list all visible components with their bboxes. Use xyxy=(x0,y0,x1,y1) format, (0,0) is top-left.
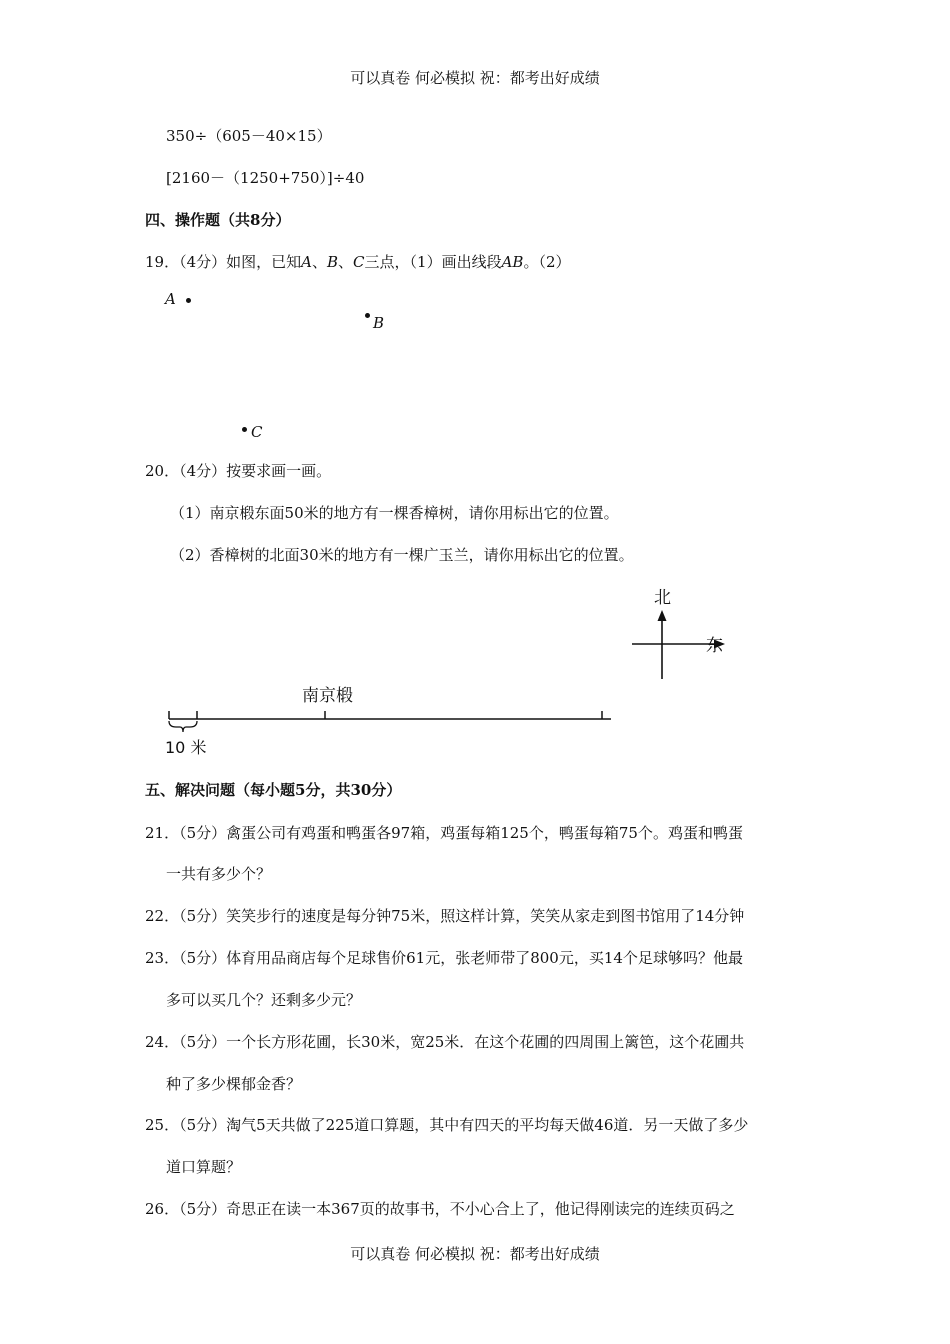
question-20-part-1: （1）南京椴东面50米的地方有一棵香樟树，请你用标出它的位置。 xyxy=(170,504,619,522)
q19-point-b: B xyxy=(327,253,339,271)
page-header: 可以真卷 何必模拟 祝：都考出好成绩 xyxy=(350,69,600,87)
point-a-dot xyxy=(186,298,191,303)
east-label: 东 xyxy=(706,636,723,656)
scale-brace xyxy=(169,721,197,732)
north-label: 北 xyxy=(654,588,671,608)
scale-label: 10 米 xyxy=(165,738,207,757)
q19-text-post: 。（2） xyxy=(523,253,571,271)
calc-expression-1: 350÷（605－40×15） xyxy=(166,127,332,145)
q19-point-c: C xyxy=(353,253,365,271)
page-footer: 可以真卷 何必模拟 祝：都考出好成绩 xyxy=(350,1245,600,1263)
question-20: 20．（4分）按要求画一画。 xyxy=(145,462,332,480)
point-c-label: C xyxy=(251,423,263,441)
distance-line-figure xyxy=(155,680,625,760)
q19-segment-ab: AB xyxy=(501,253,524,271)
q19-sep-2: 、 xyxy=(338,253,354,271)
section-5-title: 五、解决问题（每小题5分，共30分） xyxy=(145,781,402,799)
question-25-cont: 道口算题？ xyxy=(166,1158,242,1176)
north-arrow-icon xyxy=(658,610,667,621)
q19-point-a: A xyxy=(301,253,312,271)
question-20-part-2: （2）香樟树的北面30米的地方有一棵广玉兰，请你用标出它的位置。 xyxy=(170,546,634,564)
calc-expression-2: [2160－（1250+750）]÷40 xyxy=(166,169,365,187)
question-24-cont: 种了多少棵郁金香？ xyxy=(166,1075,302,1093)
question-21-cont: 一共有多少个？ xyxy=(166,865,272,883)
point-b-dot xyxy=(365,313,370,318)
q19-text-pre: 19．（4分）如图，已知 xyxy=(145,253,302,271)
landmark-label: 南京椴 xyxy=(302,686,353,706)
question-19 xyxy=(145,252,570,272)
q19-sep-1: 、 xyxy=(311,253,327,271)
compass-figure xyxy=(620,580,740,690)
question-22: 22．（5分）笑笑步行的速度是每分钟75米，照这样计算，笑笑从家走到图书馆用了14分钟 xyxy=(145,907,745,925)
point-c-dot xyxy=(242,427,247,432)
question-23-cont: 多可以买几个？还剩多少元？ xyxy=(166,991,362,1009)
point-a-label: A xyxy=(165,290,176,308)
section-4-title: 四、操作题（共8分） xyxy=(145,211,291,229)
question-24: 24．（5分）一个长方形花圃，长30米，宽25米．在这个花圃的四周围上篱笆，这个花圃共 xyxy=(145,1033,745,1051)
question-23: 23．（5分）体育用品商店每个足球售价61元，张老师带了800元，买14个足球够吗？他最 xyxy=(145,949,743,967)
question-25: 25．（5分）淘气5天共做了225道口算题，其中有四天的平均每天做46道．另一天做了多少 xyxy=(145,1116,749,1134)
question-21: 21．（5分）禽蛋公司有鸡蛋和鸭蛋各97箱，鸡蛋每箱125个，鸭蛋每箱75个。鸡蛋和鸭蛋 xyxy=(145,824,743,842)
question-26: 26．（5分）奇思正在读一本367页的故事书，不小心合上了，他记得刚读完的连续页码之 xyxy=(145,1200,735,1218)
point-b-label: B xyxy=(373,314,385,332)
q19-text-mid: 三点，（1）画出线段 xyxy=(364,253,502,271)
